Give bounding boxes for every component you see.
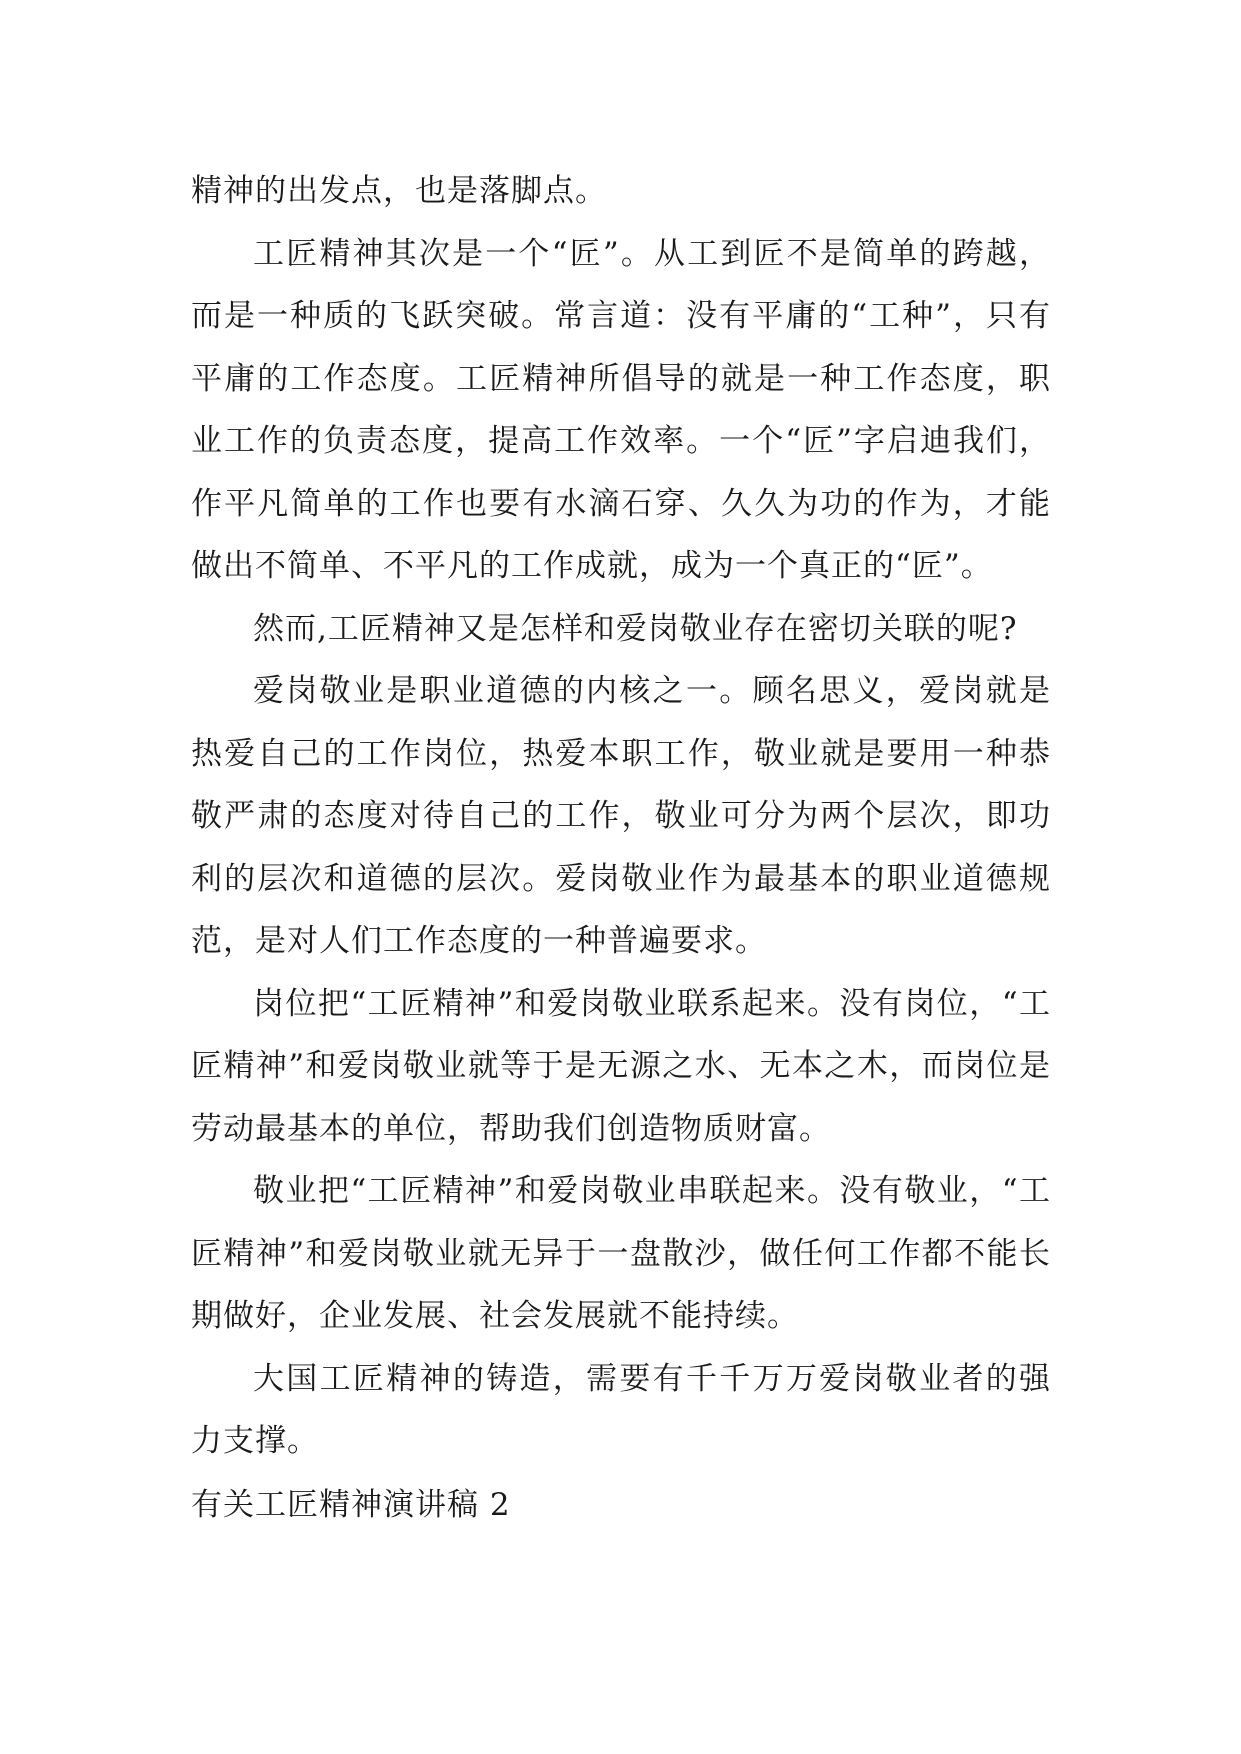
paragraph-devotion: 敬业把“工匠精神”和爱岗敬业串联起来。没有敬业，“工匠精神”和爱岗敬业就无异于一盘散沙，做任何工作都不能长期做好，企业发展、社会发展就不能持续。 [191,1173,1051,1334]
document-body [191,160,1051,1473]
paragraph-conclusion: 大国工匠精神的铸造，需要有千千万万爱岗敬业者的强力支撑。 [191,1360,1051,1459]
paragraph-post: 岗位把“工匠精神”和爱岗敬业联系起来。没有岗位，“工匠精神”和爱岗敬业就等于是无源之水、无本之木，而岗位是劳动最基本的单位，帮助我们创造物质财富。 [191,985,1051,1147]
section-heading: 有关工匠精神演讲稿 2 [191,1487,511,1523]
paragraph-dedication: 爱岗敬业是职业道德的内核之一。顾名思义，爱岗就是热爱自己的工作岗位，热爱本职工作，敬业就是要用一种恭敬严肃的态度对待自己的工作，敬业可分为两个层次，即功利的层次和道德的层次。爱岗敬业作为最基本的职业道德规范，是对人们工作态度的一种普遍要求。 [191,673,1051,959]
paragraph-question: 然而,工匠精神又是怎样和爱岗敬业存在密切关联的呢? [253,610,1018,647]
paragraph-continuation: 精神的出发点，也是落脚点。 [191,173,607,209]
paragraph-craftsman-second: 工匠精神其次是一个“匠”。从工到匠不是简单的跨越，而是一种质的飞跃突破。常言道：没有平庸的“工种”，只有平庸的工作态度。工匠精神所倡导的就是一种工作态度，职业工作的负责态度，提高工作效率。一个“匠”字启迪我们，作平凡简单的工作也要有水滴石穿、久久为功的作为，才能做出不简单、不平凡的工作成就，成为一个真正的“匠”。 [191,235,1051,584]
